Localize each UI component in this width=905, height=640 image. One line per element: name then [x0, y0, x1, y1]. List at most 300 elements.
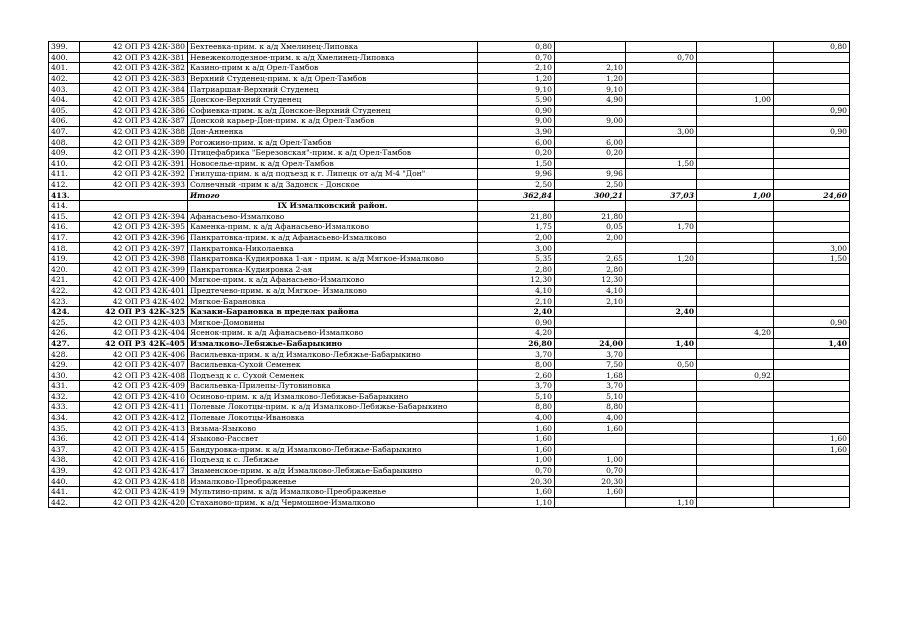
- length-col2-cell: [626, 169, 697, 180]
- length-col1-cell: 5,10: [555, 391, 626, 402]
- road-code-cell: 42 ОП РЗ 42К-390: [80, 147, 188, 158]
- length-col3-cell: [697, 63, 774, 74]
- table-total-row: [49, 190, 850, 201]
- length-col4-cell: [774, 158, 850, 169]
- length-total-cell: 0,20: [478, 147, 555, 158]
- length-col1-cell: [555, 42, 626, 53]
- length-col2-cell: [626, 317, 697, 328]
- length-col1-cell: 1,68: [555, 370, 626, 381]
- table-row: [49, 476, 850, 487]
- length-col1-cell: 3,70: [555, 381, 626, 392]
- road-name-cell: Измалково-Лебяжье-Бабарыкино: [188, 338, 478, 349]
- length-col1-cell: [555, 306, 626, 317]
- length-col2-cell: [626, 296, 697, 307]
- road-name-cell: Каменка-прим. к а/д Афанасьево-Измалково: [188, 222, 478, 233]
- row-number-cell: 422.: [49, 285, 80, 296]
- length-total-cell: 4,20: [478, 328, 555, 339]
- road-code-cell: 42 ОП РЗ 42К-395: [80, 222, 188, 233]
- row-number-cell: 440.: [49, 476, 80, 487]
- length-total-cell: 3,90: [478, 126, 555, 137]
- table-row: [49, 52, 850, 63]
- table-row: [49, 328, 850, 339]
- table-section-row: [49, 200, 850, 211]
- length-col4-cell: [774, 73, 850, 84]
- row-number-cell: 419.: [49, 253, 80, 264]
- road-name-cell: Мягкое-прим. к а/д Афанасьево-Измалково: [188, 275, 478, 286]
- road-code-cell: 42 ОП РЗ 42К-389: [80, 137, 188, 148]
- length-col1-cell: 3,70: [555, 349, 626, 360]
- length-total-cell: 4,00: [478, 412, 555, 423]
- length-col2-cell: [626, 444, 697, 455]
- row-number-cell: 432.: [49, 391, 80, 402]
- length-col1-cell: 2,10: [555, 63, 626, 74]
- row-number-cell: 400.: [49, 52, 80, 63]
- length-total-cell: 6,00: [478, 137, 555, 148]
- road-code-cell: 42 ОП РЗ 42К-419: [80, 486, 188, 497]
- length-col1-cell: 300,21: [555, 190, 626, 201]
- length-col4-cell: 1,60: [774, 433, 850, 444]
- length-col2-cell: 1,70: [626, 222, 697, 233]
- road-code-cell: 42 ОП РЗ 42К-382: [80, 63, 188, 74]
- row-number-cell: 434.: [49, 412, 80, 423]
- table-row: [49, 497, 850, 508]
- road-code-cell: 42 ОП РЗ 42К-405: [80, 338, 188, 349]
- length-col1-cell: [555, 497, 626, 508]
- length-col3-cell: [697, 412, 774, 423]
- table-row: [49, 116, 850, 127]
- length-col3-cell: [697, 42, 774, 53]
- road-name-cell: Донское-Верхний Студенец: [188, 94, 478, 105]
- length-col3-cell: [697, 296, 774, 307]
- length-col3-cell: [697, 84, 774, 95]
- length-col3-cell: [697, 137, 774, 148]
- table-row: [49, 222, 850, 233]
- length-total-cell: 0,80: [478, 42, 555, 53]
- table-row: [49, 232, 850, 243]
- length-col1-cell: 1,60: [555, 423, 626, 434]
- length-total-cell: 0,70: [478, 465, 555, 476]
- length-col2-cell: [626, 381, 697, 392]
- row-number-cell: 412.: [49, 179, 80, 190]
- length-col3-cell: [697, 158, 774, 169]
- length-col4-cell: [774, 179, 850, 190]
- road-code-cell: 42 ОП РЗ 42К-388: [80, 126, 188, 137]
- length-col1-cell: 2,10: [555, 296, 626, 307]
- length-col3-cell: [697, 465, 774, 476]
- length-col3-cell: [697, 455, 774, 466]
- row-number-cell: 414.: [49, 200, 80, 211]
- length-col3-cell: [697, 433, 774, 444]
- length-col4-cell: [774, 200, 850, 211]
- length-col4-cell: 3,00: [774, 243, 850, 254]
- table-row: [49, 42, 850, 53]
- length-col1-cell: 4,00: [555, 412, 626, 423]
- table-row: [49, 433, 850, 444]
- length-col2-cell: [626, 433, 697, 444]
- length-col2-cell: 0,50: [626, 359, 697, 370]
- length-col2-cell: 1,10: [626, 497, 697, 508]
- table-row: [49, 486, 850, 497]
- length-col1-cell: 9,00: [555, 116, 626, 127]
- road-name-cell: Панкратовка-Кудияровка 1-ая - прим. к а/д Мягкое-Измалково: [188, 253, 478, 264]
- road-code-cell: 42 ОП РЗ 42К-418: [80, 476, 188, 487]
- length-col3-cell: [697, 306, 774, 317]
- length-col4-cell: 24,60: [774, 190, 850, 201]
- length-col4-cell: [774, 275, 850, 286]
- length-col1-cell: 2,00: [555, 232, 626, 243]
- length-col4-cell: [774, 402, 850, 413]
- length-col2-cell: [626, 391, 697, 402]
- length-col3-cell: [697, 253, 774, 264]
- length-col4-cell: [774, 285, 850, 296]
- road-name-cell: Казаки-Барановка в пределах района: [188, 306, 478, 317]
- length-total-cell: 5,10: [478, 391, 555, 402]
- road-code-cell: 42 ОП РЗ 42К-406: [80, 349, 188, 360]
- table-row: [49, 465, 850, 476]
- length-col1-cell: [555, 52, 626, 63]
- length-col4-cell: 1,60: [774, 444, 850, 455]
- road-name-cell: Васильевка-прим. к а/д Измалково-Лебяжье-Бабарыкино: [188, 349, 478, 360]
- length-col2-cell: [626, 84, 697, 95]
- road-register-table: [48, 41, 850, 508]
- road-name-cell: Бандуровка-прим. к а/д Измалково-Лебяжье-Бабарыкино: [188, 444, 478, 455]
- length-col1-cell: 7,50: [555, 359, 626, 370]
- table-row: [49, 349, 850, 360]
- road-code-cell: 42 ОП РЗ 42К-416: [80, 455, 188, 466]
- length-col4-cell: [774, 232, 850, 243]
- length-total-cell: 20,30: [478, 476, 555, 487]
- table-row: [49, 211, 850, 222]
- length-total-cell: 1,50: [478, 158, 555, 169]
- road-name-cell: Панкратовка-Кудияровка 2-ая: [188, 264, 478, 275]
- row-number-cell: 437.: [49, 444, 80, 455]
- length-col1-cell: 20,30: [555, 476, 626, 487]
- road-code-cell: 42 ОП РЗ 42К-414: [80, 433, 188, 444]
- table-row: [49, 94, 850, 105]
- length-col1-cell: [555, 433, 626, 444]
- row-number-cell: 441.: [49, 486, 80, 497]
- table-row: [49, 158, 850, 169]
- length-total-cell: 5,90: [478, 94, 555, 105]
- row-number-cell: 410.: [49, 158, 80, 169]
- length-col2-cell: [626, 275, 697, 286]
- road-code-cell: 42 ОП РЗ 42К-399: [80, 264, 188, 275]
- length-col4-cell: [774, 211, 850, 222]
- length-total-cell: 3,70: [478, 381, 555, 392]
- length-col1-cell: 9,96: [555, 169, 626, 180]
- road-code-cell: 42 ОП РЗ 42К-325: [80, 306, 188, 317]
- length-total-cell: 2,10: [478, 296, 555, 307]
- length-col4-cell: [774, 264, 850, 275]
- length-col2-cell: [626, 423, 697, 434]
- length-col2-cell: [626, 243, 697, 254]
- length-col2-cell: [626, 137, 697, 148]
- table-row: [49, 296, 850, 307]
- length-col3-cell: 4,20: [697, 328, 774, 339]
- road-code-cell: 42 ОП РЗ 42К-404: [80, 328, 188, 339]
- row-number-cell: 416.: [49, 222, 80, 233]
- road-name-cell: Бехтеевка-прим. к а/д Хмелинец-Липовка: [188, 42, 478, 53]
- row-number-cell: 421.: [49, 275, 80, 286]
- length-col2-cell: [626, 402, 697, 413]
- road-name-cell: Знаменское-прим. к а/д Измалково-Лебяжье-Бабарыкино: [188, 465, 478, 476]
- length-col1-cell: [555, 444, 626, 455]
- length-col1-cell: 2,80: [555, 264, 626, 275]
- length-col4-cell: [774, 359, 850, 370]
- length-col3-cell: [697, 444, 774, 455]
- length-total-cell: 3,00: [478, 243, 555, 254]
- row-number-cell: 431.: [49, 381, 80, 392]
- road-name-cell: Мультино-прим. к а/д Измалково-Преображенье: [188, 486, 478, 497]
- road-name-cell: Казино-прим к а/д Орел-Тамбов: [188, 63, 478, 74]
- road-name-cell: Патриаршая-Верхний Студенец: [188, 84, 478, 95]
- length-col3-cell: 1,00: [697, 94, 774, 105]
- length-col2-cell: [626, 105, 697, 116]
- row-number-cell: 436.: [49, 433, 80, 444]
- length-col3-cell: [697, 402, 774, 413]
- length-total-cell: 9,96: [478, 169, 555, 180]
- length-col2-cell: [626, 211, 697, 222]
- length-total-cell: 2,80: [478, 264, 555, 275]
- length-col4-cell: 1,50: [774, 253, 850, 264]
- row-number-cell: 425.: [49, 317, 80, 328]
- row-number-cell: 427.: [49, 338, 80, 349]
- length-col3-cell: [697, 126, 774, 137]
- row-number-cell: 439.: [49, 465, 80, 476]
- road-code-cell: 42 ОП РЗ 42К-400: [80, 275, 188, 286]
- table-row: [49, 275, 850, 286]
- length-total-cell: 9,00: [478, 116, 555, 127]
- road-code-cell: 42 ОП РЗ 42К-411: [80, 402, 188, 413]
- road-name-cell: Верхний Студенец-прим. к а/д Орел-Тамбов: [188, 73, 478, 84]
- length-col2-cell: [626, 264, 697, 275]
- length-total-cell: 2,10: [478, 63, 555, 74]
- length-col3-cell: [697, 317, 774, 328]
- row-number-cell: 429.: [49, 359, 80, 370]
- length-col3-cell: [697, 116, 774, 127]
- length-total-cell: 21,80: [478, 211, 555, 222]
- length-col4-cell: 0,90: [774, 105, 850, 116]
- length-col2-cell: 2,40: [626, 306, 697, 317]
- row-number-cell: 405.: [49, 105, 80, 116]
- length-col3-cell: [697, 222, 774, 233]
- length-total-cell: 3,70: [478, 349, 555, 360]
- row-number-cell: 424.: [49, 306, 80, 317]
- length-total-cell: 1,60: [478, 444, 555, 455]
- length-col4-cell: 1,40: [774, 338, 850, 349]
- road-code-cell: 42 ОП РЗ 42К-401: [80, 285, 188, 296]
- length-total-cell: 1,00: [478, 455, 555, 466]
- table-row: [49, 455, 850, 466]
- length-total-cell: 2,60: [478, 370, 555, 381]
- length-col1-cell: 2,50: [555, 179, 626, 190]
- length-col1-cell: 1,00: [555, 455, 626, 466]
- length-col1-cell: 0,20: [555, 147, 626, 158]
- road-name-cell: Афанасьево-Измалково: [188, 211, 478, 222]
- road-code-cell: 42 ОП РЗ 42К-410: [80, 391, 188, 402]
- road-name-cell: Птицефабрика "Березовская"-прим. к а/д Орел-Тамбов: [188, 147, 478, 158]
- row-number-cell: 423.: [49, 296, 80, 307]
- row-number-cell: 438.: [49, 455, 80, 466]
- length-col3-cell: [697, 338, 774, 349]
- length-col2-cell: [626, 370, 697, 381]
- length-col4-cell: [774, 94, 850, 105]
- length-col3-cell: [697, 391, 774, 402]
- length-col3-cell: [697, 243, 774, 254]
- row-number-cell: 420.: [49, 264, 80, 275]
- road-code-cell: 42 ОП РЗ 42К-387: [80, 116, 188, 127]
- road-name-cell: Новоселье-прим. к а/д Орел-Тамбов: [188, 158, 478, 169]
- table-row: [49, 73, 850, 84]
- road-name-cell: Подъезд к с. Лебяжье: [188, 455, 478, 466]
- road-code-cell: 42 ОП РЗ 42К-420: [80, 497, 188, 508]
- length-col1-cell: 2,65: [555, 253, 626, 264]
- road-name-cell: Васильевка-Сухой Семенек: [188, 359, 478, 370]
- length-col2-cell: [626, 42, 697, 53]
- table-row: [49, 169, 850, 180]
- length-col4-cell: [774, 52, 850, 63]
- length-total-cell: 0,90: [478, 105, 555, 116]
- road-code-cell: 42 ОП РЗ 42К-393: [80, 179, 188, 190]
- road-code-cell: 42 ОП РЗ 42К-403: [80, 317, 188, 328]
- table-row: [49, 285, 850, 296]
- row-number-cell: 418.: [49, 243, 80, 254]
- length-col1-cell: 21,80: [555, 211, 626, 222]
- table-row: [49, 253, 850, 264]
- length-col3-cell: [697, 105, 774, 116]
- length-col4-cell: [774, 169, 850, 180]
- road-code-cell: 42 ОП РЗ 42К-409: [80, 381, 188, 392]
- length-total-cell: 5,35: [478, 253, 555, 264]
- length-col3-cell: [697, 275, 774, 286]
- row-number-cell: 415.: [49, 211, 80, 222]
- length-col3-cell: 1,00: [697, 190, 774, 201]
- road-code-cell: 42 ОП РЗ 42К-381: [80, 52, 188, 63]
- road-name-cell: Осиново-прим. к а/д Измалково-Лебяжье-Бабарыкино: [188, 391, 478, 402]
- table-row: [49, 243, 850, 254]
- table-row: [49, 137, 850, 148]
- table-row: [49, 84, 850, 95]
- road-name-cell: Подъезд к с. Сухой Семенек: [188, 370, 478, 381]
- length-col3-cell: [697, 200, 774, 211]
- length-col4-cell: [774, 84, 850, 95]
- table-row: [49, 317, 850, 328]
- length-col2-cell: [626, 147, 697, 158]
- length-col3-cell: [697, 423, 774, 434]
- length-col1-cell: 9,10: [555, 84, 626, 95]
- length-col4-cell: [774, 381, 850, 392]
- road-code-cell: 42 ОП РЗ 42К-398: [80, 253, 188, 264]
- row-number-cell: 426.: [49, 328, 80, 339]
- road-code-cell: 42 ОП РЗ 42К-385: [80, 94, 188, 105]
- length-total-cell: 0,70: [478, 52, 555, 63]
- length-col4-cell: [774, 455, 850, 466]
- table-row: [49, 370, 850, 381]
- length-col2-cell: [626, 94, 697, 105]
- length-col3-cell: [697, 147, 774, 158]
- length-col4-cell: [774, 476, 850, 487]
- row-number-cell: 399.: [49, 42, 80, 53]
- table-row: [49, 338, 850, 349]
- length-total-cell: 1,20: [478, 73, 555, 84]
- length-col3-cell: [697, 52, 774, 63]
- length-col2-cell: [626, 200, 697, 211]
- length-col1-cell: 4,10: [555, 285, 626, 296]
- length-col2-cell: [626, 179, 697, 190]
- table-row: [49, 359, 850, 370]
- length-col1-cell: 1,20: [555, 73, 626, 84]
- length-col2-cell: [626, 486, 697, 497]
- row-number-cell: 413.: [49, 190, 80, 201]
- road-code-cell: 42 ОП РЗ 42К-402: [80, 296, 188, 307]
- length-total-cell: 362,84: [478, 190, 555, 201]
- row-number-cell: 428.: [49, 349, 80, 360]
- length-col2-cell: [626, 349, 697, 360]
- row-number-cell: 407.: [49, 126, 80, 137]
- road-name-cell: Солнечный -прим к а/д Задонск - Донское: [188, 179, 478, 190]
- length-col4-cell: [774, 391, 850, 402]
- road-code-cell: 42 ОП РЗ 42К-397: [80, 243, 188, 254]
- row-number-cell: 404.: [49, 94, 80, 105]
- road-name-cell: Дон-Анненка: [188, 126, 478, 137]
- length-col1-cell: 0,70: [555, 465, 626, 476]
- length-col1-cell: 0,05: [555, 222, 626, 233]
- table-row: [49, 412, 850, 423]
- length-col2-cell: 1,40: [626, 338, 697, 349]
- length-col4-cell: [774, 328, 850, 339]
- length-col1-cell: 4,90: [555, 94, 626, 105]
- table-row: [49, 423, 850, 434]
- road-name-cell: Мягкое-Домовины: [188, 317, 478, 328]
- row-number-cell: 408.: [49, 137, 80, 148]
- length-col3-cell: [697, 381, 774, 392]
- length-col4-cell: [774, 423, 850, 434]
- length-total-cell: 12,30: [478, 275, 555, 286]
- length-total-cell: 4,10: [478, 285, 555, 296]
- length-col1-cell: [555, 200, 626, 211]
- length-col4-cell: [774, 412, 850, 423]
- road-name-cell: Полевые Локотцы-Ивановка: [188, 412, 478, 423]
- road-code-cell: 42 ОП РЗ 42К-391: [80, 158, 188, 169]
- length-col1-cell: 1,60: [555, 486, 626, 497]
- road-name-cell: Рогожино-прим. к а/д Орел-Тамбов: [188, 137, 478, 148]
- road-name-cell: Донской карьер-Дон-прим. к а/д Орел-Тамбов: [188, 116, 478, 127]
- row-number-cell: 406.: [49, 116, 80, 127]
- length-col1-cell: 24,00: [555, 338, 626, 349]
- length-col2-cell: 1,50: [626, 158, 697, 169]
- length-col3-cell: 0,92: [697, 370, 774, 381]
- length-col4-cell: [774, 296, 850, 307]
- length-col3-cell: [697, 476, 774, 487]
- row-number-cell: 435.: [49, 423, 80, 434]
- length-col2-cell: [626, 116, 697, 127]
- road-name-cell: Предтечево-прим. к а/д Мягкое- Измалково: [188, 285, 478, 296]
- length-col3-cell: [697, 285, 774, 296]
- road-name-cell: Измалково-Преображенье: [188, 476, 478, 487]
- table-row: [49, 444, 850, 455]
- road-name-cell: Васильевка-Прилепы-Лутовиновка: [188, 381, 478, 392]
- row-number-cell: 411.: [49, 169, 80, 180]
- road-name-cell: IX Измалковский район.: [188, 200, 478, 211]
- length-col2-cell: [626, 285, 697, 296]
- row-number-cell: 430.: [49, 370, 80, 381]
- table-body: [49, 42, 850, 508]
- length-col3-cell: [697, 497, 774, 508]
- length-col4-cell: [774, 306, 850, 317]
- road-code-cell: 42 ОП РЗ 42К-413: [80, 423, 188, 434]
- length-col3-cell: [697, 359, 774, 370]
- road-name-cell: Панкратовка-прим. к а/д Афанасьево-Измалково: [188, 232, 478, 243]
